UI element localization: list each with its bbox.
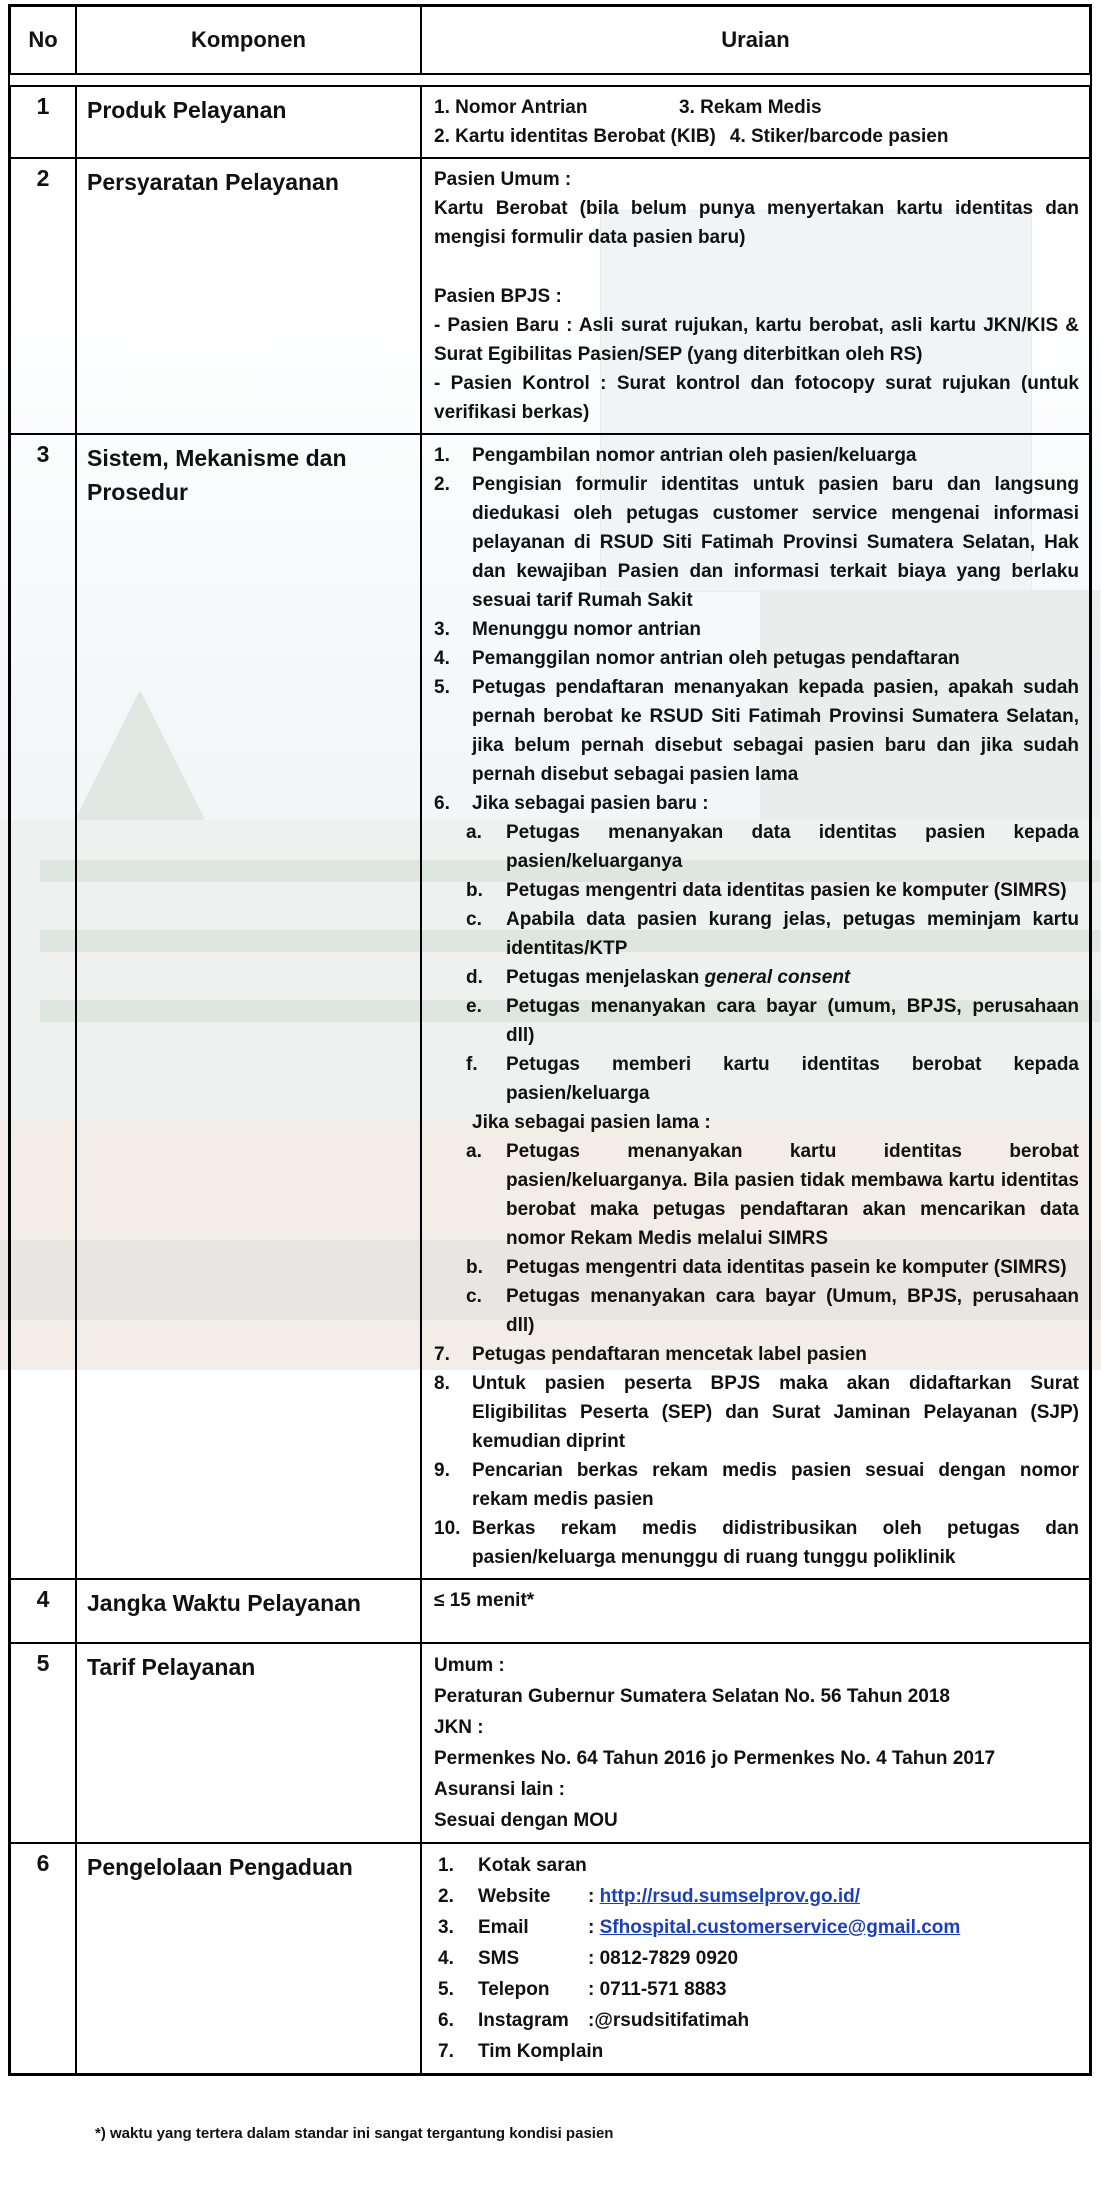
- footnote: *) waktu yang tertera dalam standar ini sangat tergantung kondisi pasien: [95, 2125, 614, 2142]
- row-number: 5: [10, 1643, 76, 1843]
- email-link[interactable]: Sfhospital.customerservice@gmail.com: [599, 1917, 961, 1938]
- row-number: 3: [10, 434, 76, 1579]
- row-number: 1: [10, 86, 76, 158]
- tarif-line: Asuransi lain :: [434, 1779, 565, 1800]
- row-spacer: [10, 74, 1090, 86]
- sub-list-item: b. Petugas mengentri data identitas pasein ke komputer (SIMRS): [466, 1257, 1067, 1278]
- contact-item: 1. Kotak saran: [438, 1855, 587, 1876]
- table-row: [10, 158, 1090, 434]
- row-component: Jangka Waktu Pelayanan: [76, 1579, 421, 1643]
- list-item: 7. Petugas pendaftaran mencetak label pasien: [434, 1344, 867, 1365]
- umum-label: Pasien Umum :: [434, 169, 572, 190]
- table-row: [10, 434, 1090, 1579]
- sub-list-item: c. Petugas menanyakan cara bayar (Umum, BPJS, perusahaan dll): [466, 1286, 1079, 1336]
- header-uraian: Uraian: [421, 6, 1090, 74]
- row-description: [421, 158, 1090, 434]
- bpjs-kontrol: - Pasien Kontrol : Surat kontrol dan fotocopy surat rujukan (untuk verifikasi berkas): [434, 373, 1079, 423]
- row-number: 6: [10, 1843, 76, 2074]
- jangka-waktu-value: ≤ 15 menit*: [434, 1590, 535, 1611]
- row-description: [421, 1579, 1090, 1643]
- row-description: [421, 86, 1090, 158]
- table-row: [10, 86, 1090, 158]
- pasien-lama-label: Jika sebagai pasien lama :: [472, 1112, 711, 1133]
- tarif-line: Permenkes No. 64 Tahun 2016 jo Permenkes No. 4 Tahun 2017: [434, 1748, 996, 1769]
- row-component: Pengelolaan Pengaduan: [76, 1843, 421, 2074]
- contact-item: 4. SMS : 0812-7829 0920: [438, 1948, 739, 1969]
- bpjs-baru: - Pasien Baru : Asli surat rujukan, kartu berobat, asli kartu JKN/KIS & Surat Egibilitas Pasien/SEP (yang diterbitkan oleh RS): [434, 315, 1079, 365]
- tarif-line: Umum :: [434, 1655, 505, 1676]
- header-no: No: [10, 6, 76, 74]
- row-number: 2: [10, 158, 76, 434]
- list-item: 4. Stiker/barcode pasien: [729, 126, 949, 147]
- row-number: 4: [10, 1579, 76, 1643]
- list-item: 1. Nomor Antrian: [434, 97, 588, 118]
- contact-item: 3. Email : Sfhospital.customerservice@gmail.com: [434, 1912, 1079, 1943]
- tarif-line: JKN :: [434, 1717, 484, 1738]
- sub-list-item: c. Apabila data pasien kurang jelas, petugas meminjam kartu identitas/KTP: [466, 909, 1079, 959]
- list-item: 4. Pemanggilan nomor antrian oleh petugas pendaftaran: [434, 648, 960, 669]
- service-standard-table-wrapper: [8, 4, 1088, 2076]
- table-row: [10, 1579, 1090, 1643]
- general-consent-term: general consent: [704, 967, 851, 988]
- tarif-line: Sesuai dengan MOU: [434, 1810, 618, 1831]
- service-standard-table: [8, 4, 1092, 2076]
- sub-list-item: e. Petugas menanyakan cara bayar (umum, BPJS, perusahaan dll): [466, 996, 1079, 1046]
- sub-list-item: d. Petugas menjelaskan general consent: [466, 967, 851, 988]
- tarif-line: Peraturan Gubernur Sumatera Selatan No. 56 Tahun 2018: [434, 1686, 950, 1707]
- table-row: [10, 1843, 1090, 2074]
- umum-text: Kartu Berobat (bila belum punya menyertakan kartu identitas dan mengisi formulir data pasien baru): [434, 198, 1079, 248]
- list-item: 10. Berkas rekam medis didistribusikan oleh petugas dan pasien/keluarga menunggu di ruang tunggu poliklinik: [434, 1518, 1079, 1568]
- bpjs-label: Pasien BPJS :: [434, 286, 562, 307]
- sub-list-item: a. Petugas menanyakan data identitas pasien kepada pasien/keluarganya: [466, 822, 1079, 872]
- list-item: 5. Petugas pendaftaran menanyakan kepada pasien, apakah sudah pernah berobat ke RSUD Siti Fatimah Provinsi Sumatera Selatan, jika belum pernah disebut sebagai pasien baru dan jika sudah pernah disebut sebagai pasien lama: [434, 677, 1079, 785]
- row-description: [421, 434, 1090, 1579]
- row-component: Tarif Pelayanan: [76, 1643, 421, 1843]
- table-row: [10, 1643, 1090, 1843]
- list-item: 8. Untuk pasien peserta BPJS maka akan didaftarkan Surat Eligibilitas Peserta (SEP) dan Surat Jaminan Pelayanan (SJP) kemudian diprint: [434, 1373, 1079, 1452]
- website-link[interactable]: http://rsud.sumselprov.go.id/: [599, 1886, 860, 1907]
- header-komponen: Komponen: [76, 6, 421, 74]
- sub-list-item: a. Petugas menanyakan kartu identitas berobat pasien/keluarganya. Bila pasien tidak membawa kartu identitas berobat maka petugas pendaftaran akan mencarikan data nomor Rekam Medis melalui SIMRS: [466, 1141, 1079, 1249]
- contact-item: 5. Telepon : 0711-571 8883: [438, 1979, 727, 2000]
- list-item: 6. Jika sebagai pasien baru :: [434, 793, 709, 814]
- row-description: [421, 1643, 1090, 1843]
- list-item: 1. Pengambilan nomor antrian oleh pasien/keluarga: [434, 445, 917, 466]
- contact-item: 7. Tim Komplain: [438, 2041, 604, 2062]
- contact-item: 2. Website : http://rsud.sumselprov.go.id/: [434, 1881, 1079, 1912]
- list-item: 9. Pencarian berkas rekam medis pasien sesuai dengan nomor rekam medis pasien: [434, 1460, 1079, 1510]
- sub-list-item: b. Petugas mengentri data identitas pasien ke komputer (SIMRS): [466, 880, 1067, 901]
- row-component: Persyaratan Pelayanan: [76, 158, 421, 434]
- row-component: Produk Pelayanan: [76, 86, 421, 158]
- list-item: 3. Rekam Medis: [679, 97, 822, 118]
- row-description: [421, 1843, 1090, 2074]
- list-item: 2. Kartu identitas Berobat (KIB): [434, 126, 716, 147]
- sub-list-item: f. Petugas memberi kartu identitas berobat kepada pasien/keluarga: [466, 1054, 1079, 1104]
- table-header-row: [10, 6, 1090, 74]
- list-item: 3. Menunggu nomor antrian: [434, 619, 702, 640]
- contact-item: 6. Instagram :@rsudsitifatimah: [438, 2010, 750, 2031]
- list-item: 2. Pengisian formulir identitas untuk pasien baru dan langsung diedukasi oleh petugas customer service mengenai informasi pelayanan di RSUD Siti Fatimah Provinsi Sumatera Selatan, Hak dan kewajiban Pasien dan informasi terkait biaya yang berlaku sesuai tarif Rumah Sakit: [434, 474, 1079, 611]
- row-component: Sistem, Mekanisme dan Prosedur: [76, 434, 421, 1579]
